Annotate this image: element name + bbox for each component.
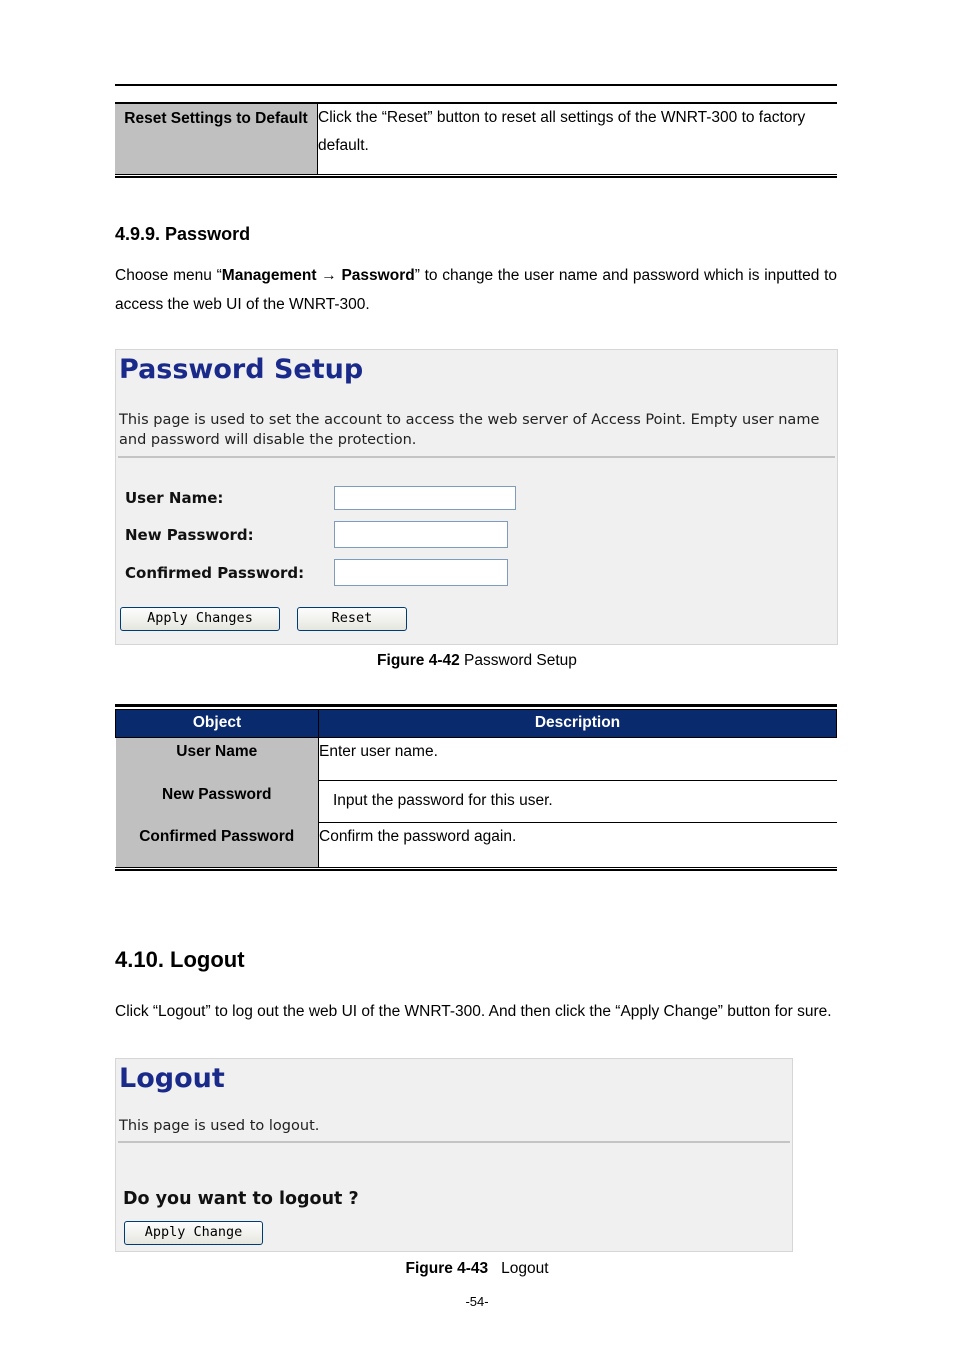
table-row <box>116 823 837 869</box>
logout-divider <box>118 1141 790 1143</box>
section-heading-password: 4.9.9. Password <box>115 224 251 244</box>
row-description-confirmed-password: Confirm the password again. <box>319 828 517 845</box>
object-table-bottom-rule <box>115 867 837 871</box>
row-object-new-password: New Password <box>116 781 319 823</box>
confirmed-password-label: Confirmed Password: <box>125 564 305 582</box>
figure-43-caption <box>0 1260 954 1278</box>
password-setup-description: This page is used to set the account to access the web server of Access Point. Empty user name and password will disable the protection. <box>119 412 820 448</box>
table-bottom-rule <box>115 174 837 178</box>
reset-settings-table <box>115 104 837 174</box>
password-setup-title: Password Setup <box>119 354 364 385</box>
object-table <box>115 709 837 869</box>
logout-question: Do you want to logout ? <box>123 1189 359 1209</box>
logout-title: Logout <box>119 1063 225 1094</box>
row-description-new-password: Input the password for this user. <box>319 781 837 823</box>
confirmed-password-input[interactable] <box>334 559 508 586</box>
intro-text-2: ” to change the user name and password which is inputted to access the web UI of the WNRT-300. <box>115 267 838 313</box>
table-row <box>116 738 837 781</box>
object-table-top-rule <box>115 704 837 707</box>
new-password-label: New Password: <box>125 526 254 544</box>
figure-42-label: Figure 4-42 <box>377 652 460 669</box>
intro-menu-name: Management <box>221 267 317 284</box>
reset-button[interactable]: Reset <box>297 607 407 631</box>
row-object-user-name: User Name <box>116 738 319 781</box>
new-password-input[interactable] <box>334 521 508 548</box>
header-object: Object <box>116 710 319 738</box>
header-description: Description <box>319 710 837 738</box>
menu-arrow-icon: → <box>321 267 337 284</box>
user-name-label: User Name: <box>125 489 224 507</box>
section-heading-logout: 4.10. Logout <box>115 947 245 972</box>
figure-43-label: Figure 4-43 <box>405 1260 489 1277</box>
logout-description: This page is used to logout. <box>119 1118 320 1134</box>
apply-change-button[interactable]: Apply Change <box>124 1221 263 1245</box>
intro-menu-item: Password <box>341 267 415 284</box>
row-object-confirmed-password: Confirmed Password <box>116 823 319 869</box>
password-setup-screenshot <box>115 349 838 645</box>
row-description-user-name: Enter user name. <box>319 738 837 781</box>
reset-settings-object <box>115 104 318 174</box>
password-intro <box>115 261 837 319</box>
intro-text-1: Choose menu “ <box>115 267 222 284</box>
page-number: -54- <box>465 1294 489 1309</box>
table-row <box>116 781 837 823</box>
logout-intro: Click “Logout” to log out the web UI of the WNRT-300. And then click the “Apply Change” button for sure. <box>115 1003 832 1020</box>
password-setup-divider <box>118 456 835 458</box>
reset-settings-description: Click the “Reset” button to reset all settings of the WNRT-300 to factory default. <box>318 109 806 154</box>
logout-screenshot <box>115 1058 793 1252</box>
reset-settings-object-text: Reset Settings to Default <box>124 110 308 127</box>
figure-43-text: Logout <box>488 1260 549 1277</box>
user-name-input[interactable] <box>334 486 516 510</box>
top-rule <box>115 84 837 86</box>
figure-42-caption <box>0 652 954 670</box>
figure-42-text: Password Setup <box>459 652 577 669</box>
apply-changes-button[interactable]: Apply Changes <box>120 607 280 631</box>
